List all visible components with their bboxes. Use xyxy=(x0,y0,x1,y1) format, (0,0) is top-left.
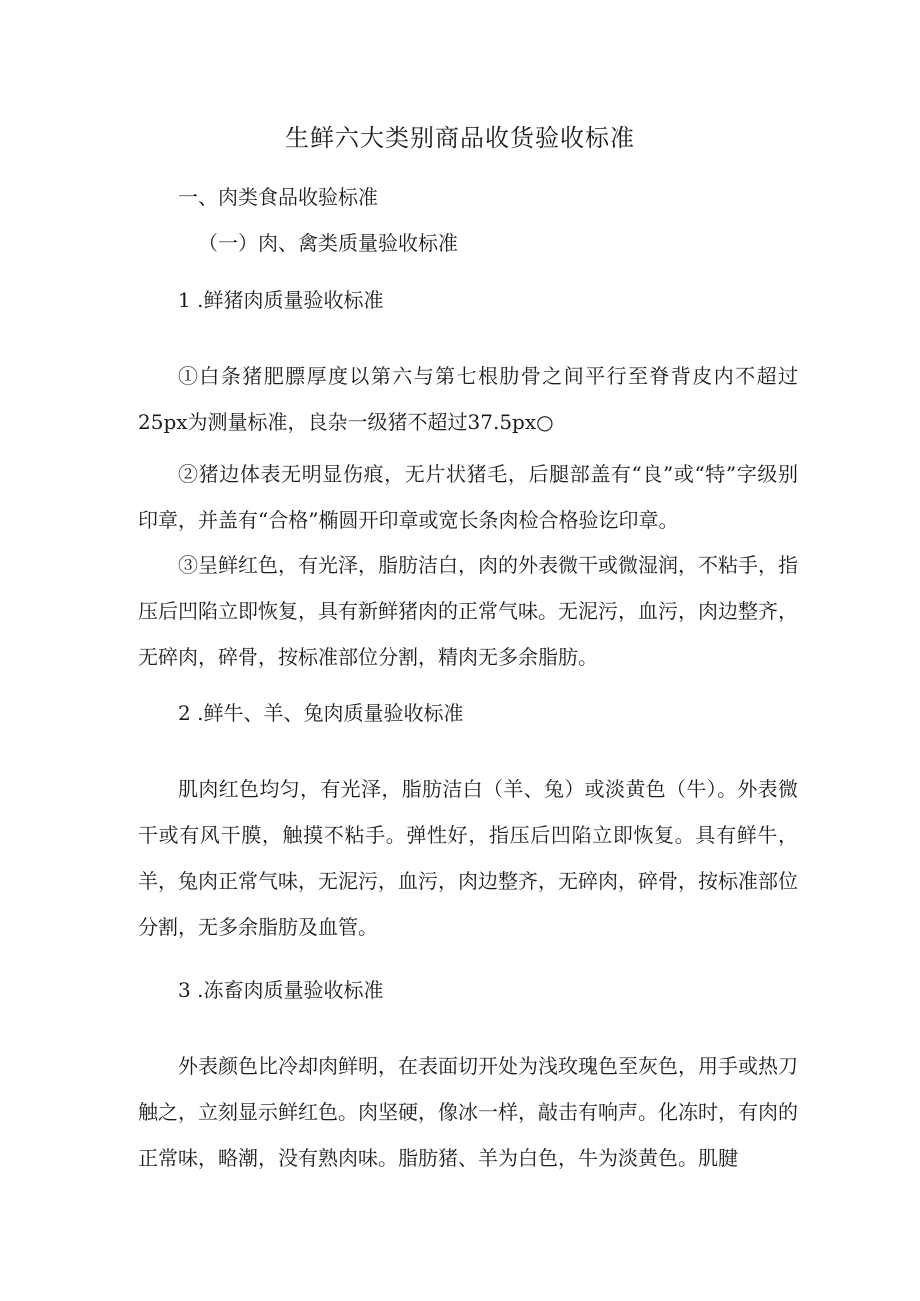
subsection-heading: （一）肉、禽类质量验收标准 xyxy=(198,231,458,255)
document-title: 生鲜六大类别商品收货验收标准 xyxy=(285,124,635,152)
item-heading: 3 .冻畜肉质量验收标准 xyxy=(178,978,384,1002)
section-heading: 一、肉类食品收验标准 xyxy=(178,185,378,209)
item-heading: 1 .鲜猪肉质量验收标准 xyxy=(178,288,384,312)
body-paragraph: ①白条猪肥膘厚度以第六与第七根肋骨之间平行至脊背皮内不超过25px为测量标准，良杂一级猪不超过37.5px○ xyxy=(138,364,798,434)
body-paragraph: ②猪边体表无明显伤痕，无片状猪毛，后腿部盖有“良”或“特”字级别印章，并盖有“合格”椭圆开印章或宽长条肉检合格验讫印章。 xyxy=(138,462,798,532)
body-paragraph: 肌肉红色均匀，有光泽，脂肪洁白（羊、兔）或淡黄色（牛）。外表微干或有风干膜，触摸不粘手。弹性好，指压后凹陷立即恢复。具有鲜牛，羊，兔肉正常气味，无泥污，血污，肉边整齐，无碎肉，碎骨，按标准部位分割，无多余脂肪及血管。 xyxy=(138,777,798,939)
body-paragraph: 外表颜色比冷却肉鲜明，在表面切开处为浅玫瑰色至灰色，用手或热刀触之，立刻显示鲜红色。肉坚硬，像冰一样，敲击有响声。化冻时，有肉的正常味，略潮，没有熟肉味。脂肪猪、羊为白色，牛为淡黄色。肌腱 xyxy=(138,1054,798,1170)
body-paragraph: ③呈鲜红色，有光泽，脂肪洁白，肉的外表微干或微湿润，不粘手，指压后凹陷立即恢复，具有新鲜猪肉的正常气味。无泥污，血污，肉边整齐，无碎肉，碎骨，按标准部位分割，精肉无多余脂肪。 xyxy=(138,553,798,669)
item-heading: 2 .鲜牛、羊、兔肉质量验收标准 xyxy=(178,701,464,725)
